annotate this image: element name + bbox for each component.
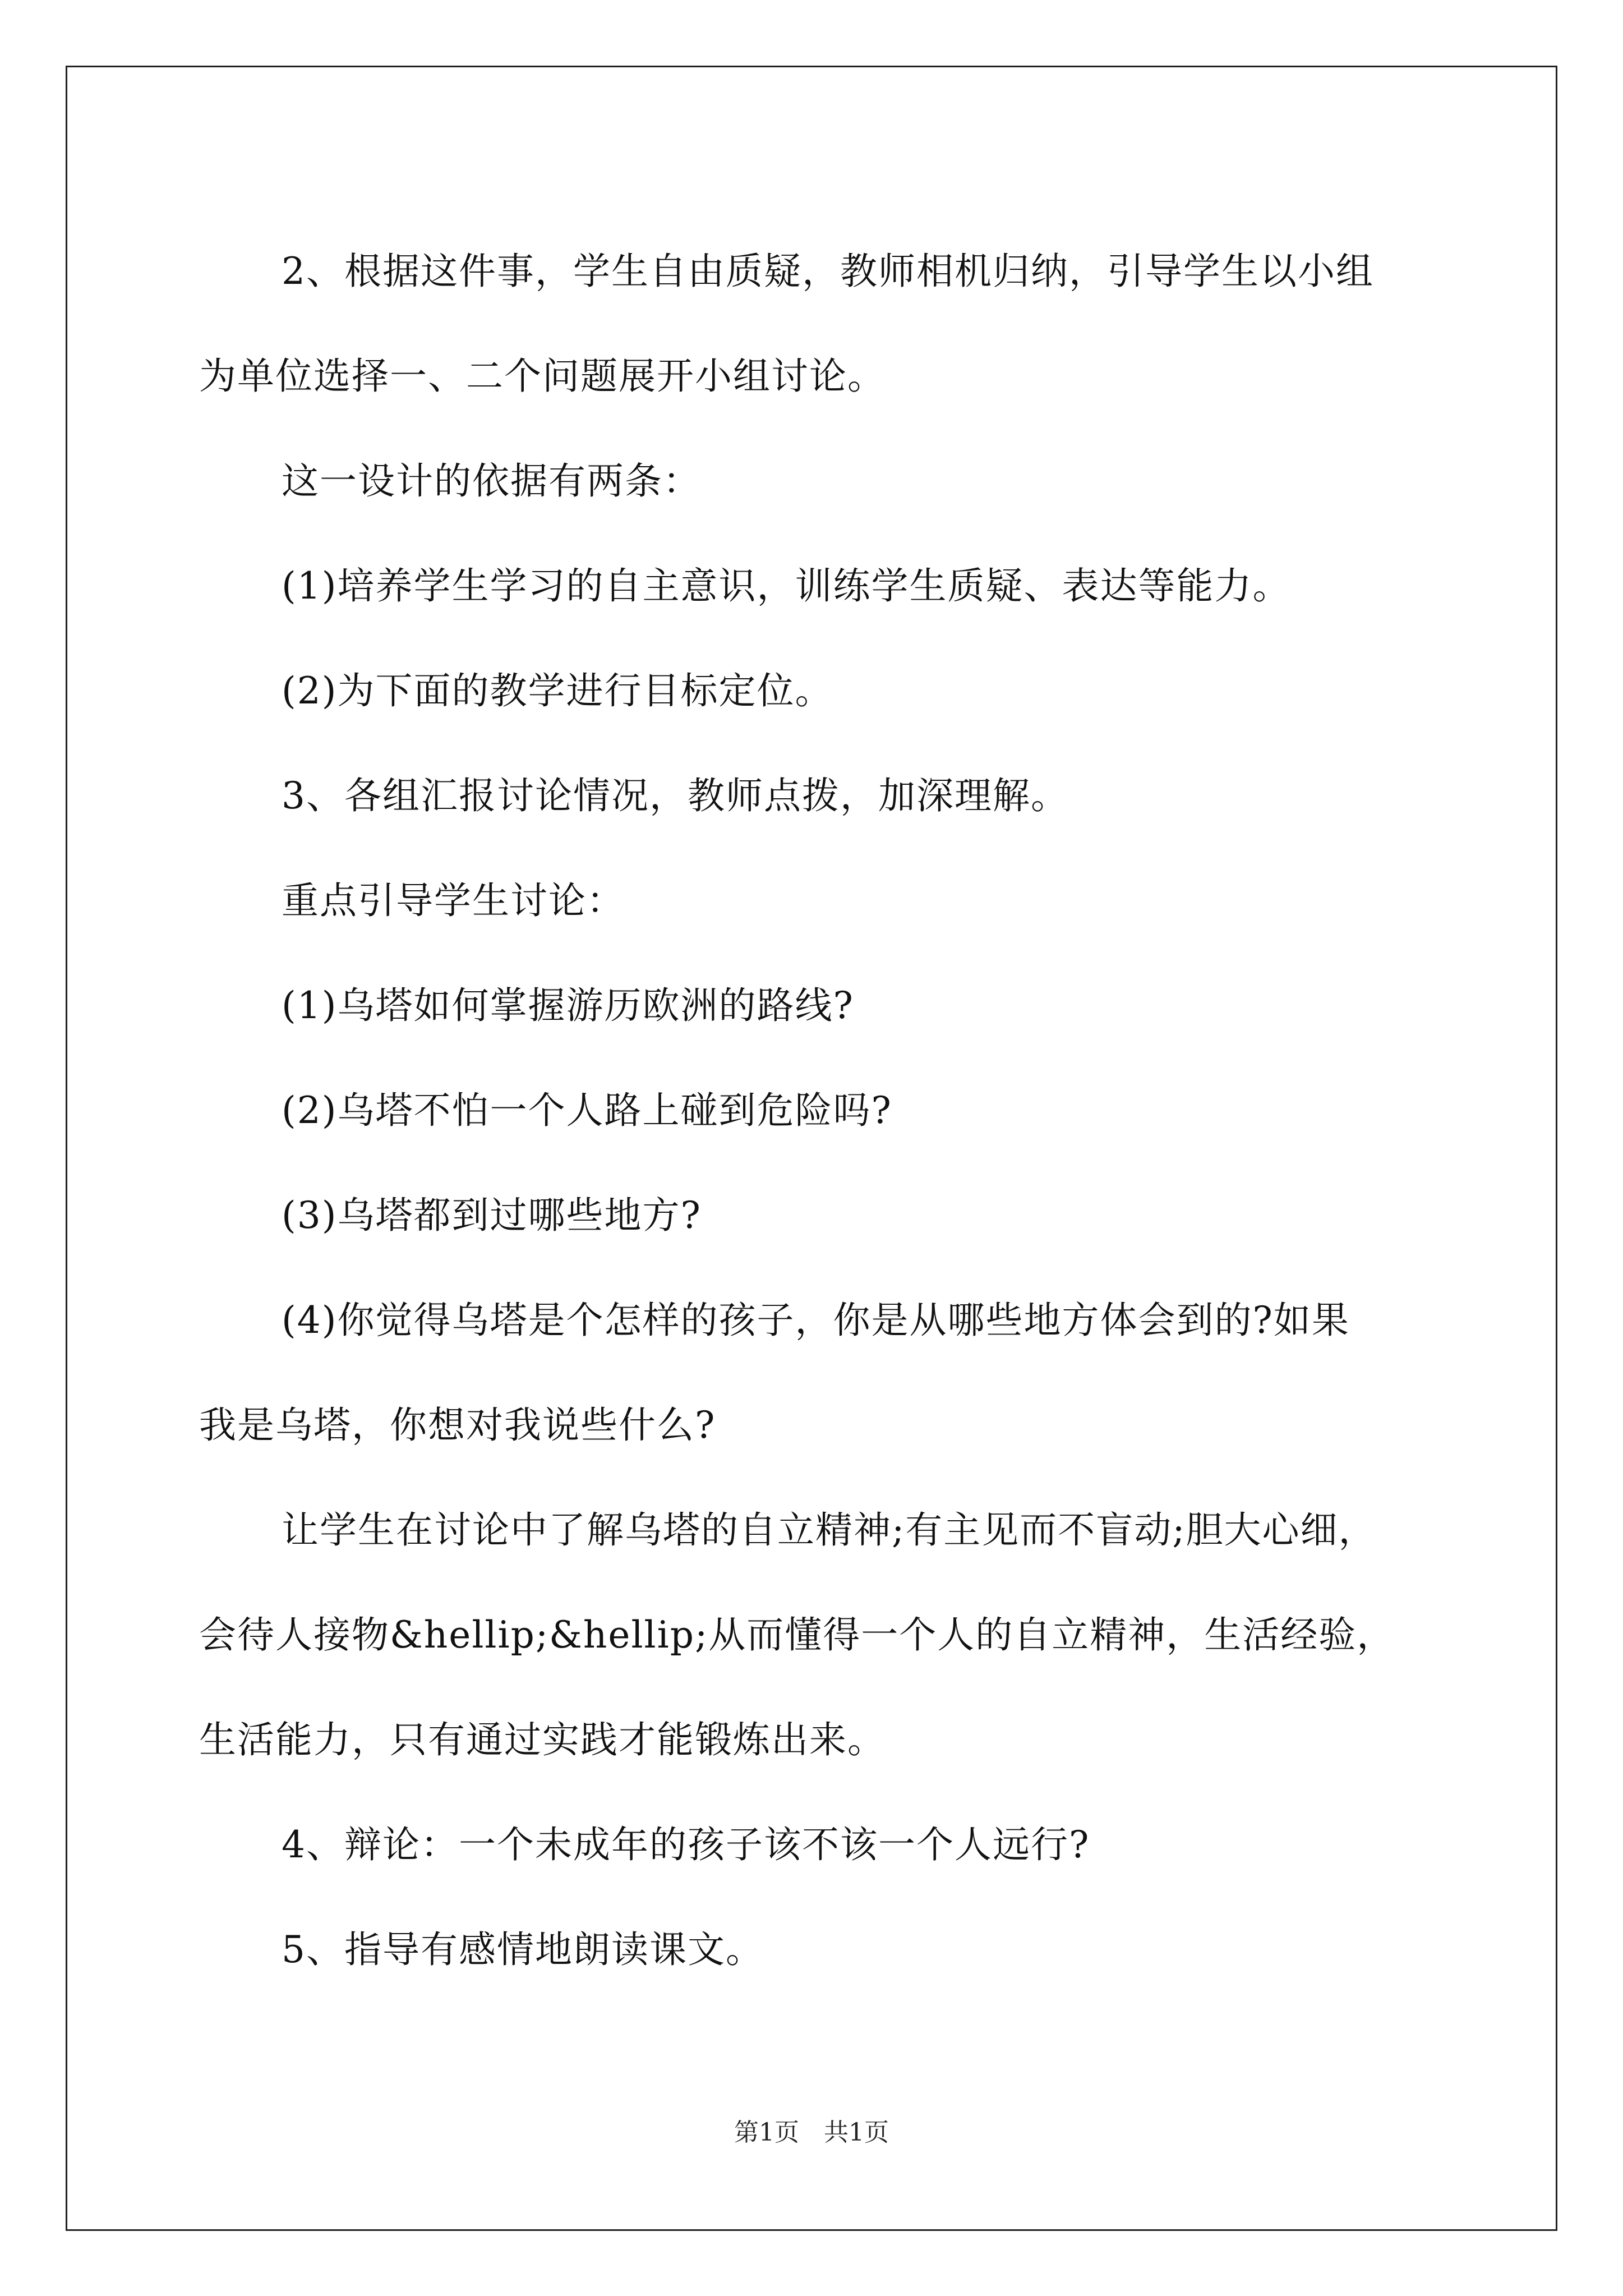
page-number-footer: 第1页 共1页 [734,2118,889,2147]
paragraph: (2)乌塔不怕一个人路上碰到危险吗? [282,1089,892,1132]
paragraph: (1)乌塔如何掌握游历欧洲的路线? [282,984,854,1027]
paragraph: 5、指导有感情地朗读课文。 [282,1928,764,1971]
paragraph: 会待人接物&hellip;&hellip;从而懂得一个人的自立精神，生活经验， [199,1613,1395,1657]
paragraph: (2)为下面的教学进行目标定位。 [282,669,833,712]
paragraph: 生活能力，只有通过实践才能锻炼出来。 [199,1718,886,1761]
document-body [199,219,1433,2002]
paragraph: 3、各组汇报讨论情况，教师点拨，加深理解。 [282,774,1069,817]
paragraph: (3)乌塔都到过哪些地方? [282,1194,702,1237]
paragraph: 4、辩论：一个未成年的孩子该不该一个人远行? [282,1823,1090,1866]
paragraph: (4)你觉得乌塔是个怎样的孩子，你是从哪些地方体会到的?如果 [282,1299,1350,1342]
paragraph: 2、根据这件事，学生自由质疑，教师相机归纳，引导学生以小组 [282,250,1374,293]
paragraph: 为单位选择一、二个问题展开小组讨论。 [199,355,886,398]
paragraph: 让学生在讨论中了解乌塔的自立精神;有主见而不盲动;胆大心细， [282,1508,1377,1552]
paragraph: 重点引导学生讨论： [282,879,625,922]
paragraph: (1)培养学生学习的自主意识，训练学生质疑、表达等能力。 [282,564,1291,608]
paragraph: 我是乌塔，你想对我说些什么? [199,1404,716,1447]
paragraph: 这一设计的依据有两条： [282,459,701,503]
